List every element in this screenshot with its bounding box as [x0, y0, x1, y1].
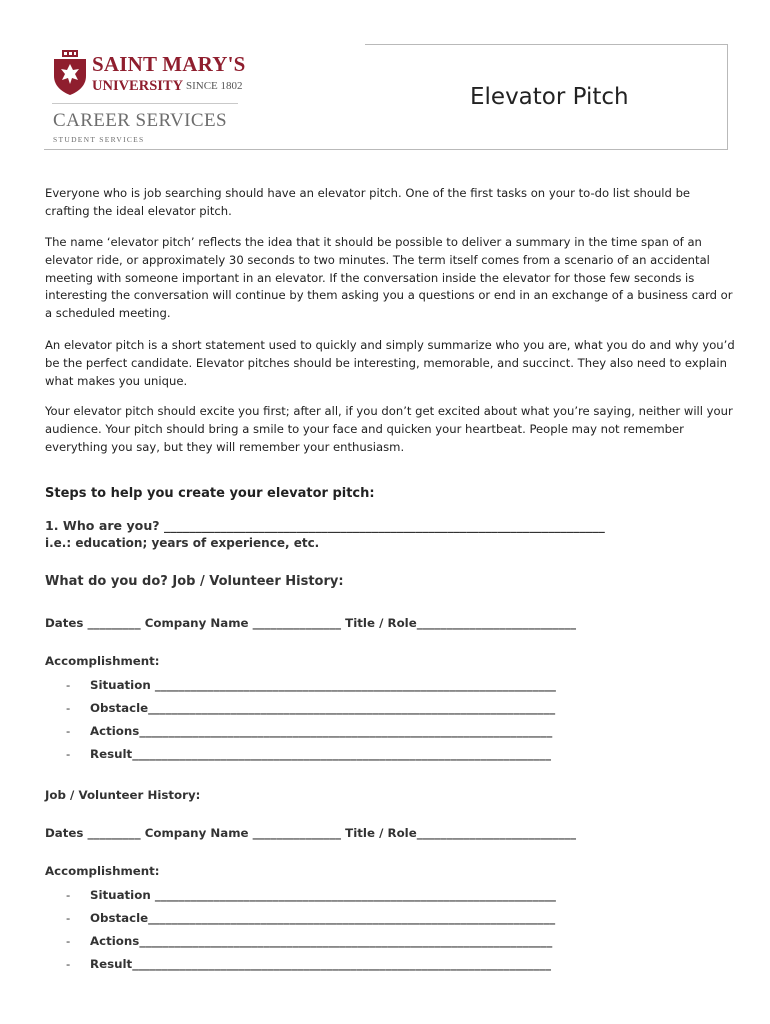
actions-field: Actions______________________________________________________________________	[90, 934, 553, 948]
university-logo	[52, 50, 252, 110]
bullet-dash: -	[66, 678, 71, 692]
list-item	[66, 911, 555, 925]
result-field: Result_______________________________________________________________________	[90, 957, 551, 971]
bullet-dash: -	[66, 747, 71, 761]
paragraph-intro: Everyone who is job searching should have an elevator pitch. One of the first tasks on your to-do list should be crafting the ideal elevator pitch.	[45, 186, 691, 218]
list-item	[66, 701, 555, 715]
result-field: Result_______________________________________________________________________	[90, 747, 551, 761]
page-title: Elevator Pitch	[470, 84, 629, 110]
steps-heading: Steps to help you create your elevator pitch:	[45, 486, 375, 501]
obstacle-field: Obstacle_____________________________________________________________________	[90, 701, 556, 715]
who-are-you-field: 1. Who are you? ______________________________________________________________________	[45, 518, 605, 533]
accomplishment-label: Accomplishment:	[45, 654, 160, 668]
paragraph-definition: An elevator pitch is a short statement used to quickly and simply summarize who you are, what you do and why you’d be the perfect candidate. Elevator pitches should be interesting, memorable, and succinct. They also need to explain what makes you unique.	[45, 338, 735, 388]
what-do-you-do-heading: What do you do? Job / Volunteer History:	[45, 574, 344, 589]
dates-row: Dates _________ Company Name _______________ Title / Role___________________________	[45, 826, 576, 840]
dates-row: Dates _________ Company Name _______________ Title / Role___________________________	[45, 616, 576, 630]
list-item	[66, 747, 551, 761]
header-top-rule	[365, 44, 727, 45]
bullet-dash: -	[66, 888, 71, 902]
list-item	[66, 888, 556, 902]
bullet-dash: -	[66, 934, 71, 948]
paragraph-excitement: Your elevator pitch should excite you first; after all, if you don’t get excited about what you’re saying, neither will your audience. Your pitch should bring a smile to your face and quicken your heartbeat. People may not remember everything you say, but they will remember your enthusiasm.	[45, 404, 733, 454]
who-hint: i.e.: education; years of experience, etc.	[45, 536, 320, 550]
bullet-dash: -	[66, 724, 71, 738]
bullet-dash: -	[66, 911, 71, 925]
crest-icon	[52, 50, 88, 96]
list-item	[66, 934, 552, 948]
situation-field: Situation ____________________________________________________________________	[90, 888, 556, 902]
logo-divider	[52, 103, 238, 104]
obstacle-field: Obstacle_____________________________________________________________________	[90, 911, 556, 925]
department-name: CAREER SERVICES	[53, 110, 227, 131]
situation-field: Situation ____________________________________________________________________	[90, 678, 556, 692]
paragraph-name: The name ‘elevator pitch’ reflects the idea that it should be possible to deliver a summary in the time span of an elevator ride, or approximately 30 seconds to two minutes. The term itself comes from a scenario of an accidental meeting with someone important in an elevator. If the conversation inside the elevator for those few seconds is interesting the conversation will continue by them asking you a questions or end in an exchange of a business card or a scheduled meeting.	[45, 235, 733, 321]
list-item	[66, 678, 556, 692]
since-year: SINCE 1802	[186, 80, 243, 92]
list-item	[66, 957, 551, 971]
actions-field: Actions______________________________________________________________________	[90, 724, 553, 738]
bullet-dash: -	[66, 957, 71, 971]
university-word: UNIVERSITY	[92, 78, 184, 94]
list-item	[66, 724, 552, 738]
subdepartment-name: STUDENT SERVICES	[53, 135, 145, 144]
job-history-label: Job / Volunteer History:	[45, 788, 201, 802]
bullet-dash: -	[66, 701, 71, 715]
university-name: SAINT MARY'S	[92, 52, 246, 76]
accomplishment-label: Accomplishment:	[45, 864, 160, 878]
